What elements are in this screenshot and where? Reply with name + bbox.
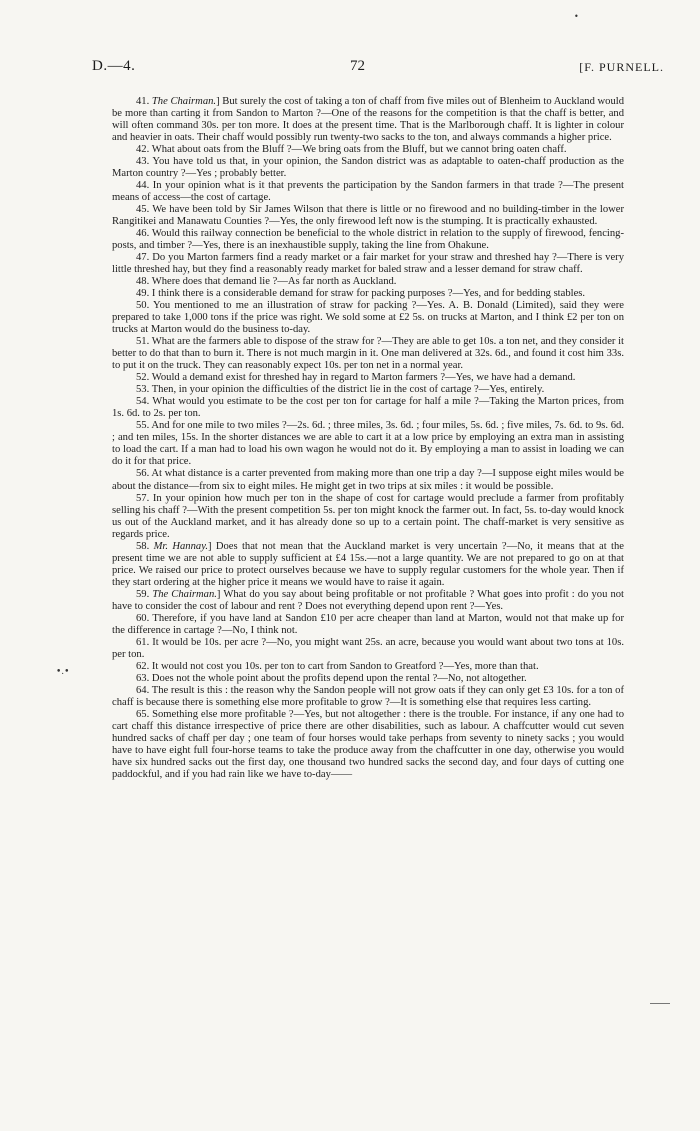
margin-dash <box>650 1003 670 1004</box>
paragraph-text: 64. The result is this : the reason why the Sandon people will not grow oats if they can only get £3 10s. for a ton of chaff is because there is something else more profitable to grow ?—It is something else that requires less carting. <box>112 684 624 708</box>
question-paragraph <box>112 468 624 492</box>
speaker-name: The Chairman. <box>152 588 217 600</box>
question-paragraph <box>112 709 624 781</box>
question-paragraph <box>112 589 624 613</box>
question-paragraph <box>112 396 624 420</box>
paragraph-text: 52. Would a demand exist for threshed hay in regard to Marton farmers ?—Yes, we have had a demand. <box>136 372 576 384</box>
paragraph-text: 62. It would not cost you 10s. per ton to cart from Sandon to Greatford ?—Yes, more than that. <box>136 660 539 672</box>
paragraph-text: 44. In your opinion what is it that prevents the participation by the Sandon farmers in that trade ?—The present means of access—the cost of cartage. <box>112 180 624 204</box>
question-paragraph <box>112 276 624 288</box>
paragraph-text: 57. In your opinion how much per ton in the shape of cost for cartage would preclude a farmer from profitably selling his chaff ?—With the present competition 5s. per ton might knock the farmer out. In fact, 5s. to-day would knock us out of the Auckland market, and it has already done so up to a certain point. The chaff-market is very sensitive as regards price. <box>112 492 624 540</box>
paragraph-text: 54. What would you estimate to be the cost per ton for cartage for half a mile ?—Taking the Marton prices, from 1s. 6d. to 2s. per ton. <box>112 396 624 420</box>
paragraph-text: ] But surely the cost of taking a ton of chaff from five miles out of Blenheim to Auckland would be more than carting it from Sandon to Marton ?—One of the reasons for the competition is that the chaff is better, and will often command 30s. per ton more. It does at the present time. That is the Marlborough chaff. It is lighter in colour and heavier in oats. Their chaff would possibly run twenty-two sacks to the ton, and always commands a higher price. <box>112 96 625 144</box>
paragraph-text: 55. And for one mile to two miles ?—2s. 6d. ; three miles, 3s. 6d. ; four miles, 5s. 6d. ; five miles, 7s. 6d. to 9s. 6d. ; and ten miles, 15s. In the shorter distances we are able to cart it at a low price by employing an extra man in assisting to load the cart. If a man had to load his own wagon he would not do it. By employing a man to assist in loading we can do it for that price. <box>112 420 624 468</box>
question-paragraph <box>112 180 624 204</box>
question-paragraph <box>112 637 624 661</box>
question-number: 58. <box>136 540 154 552</box>
paragraph-text: 42. What about oats from the Bluff ?—We bring oats from the Bluff, but we cannot bring oaten chaff. <box>136 144 567 156</box>
question-paragraph <box>112 685 624 709</box>
question-paragraph <box>112 673 624 685</box>
question-paragraph <box>112 541 624 589</box>
margin-mark: •.• <box>56 667 70 677</box>
speaker-name: The Chairman. <box>151 96 217 107</box>
paragraph-text: 65. Something else more profitable ?—Yes, but not altogether : there is the trouble. For instance, if any one had to cart chaff this distance irrespective of price there are other disabilities, such as labour. A chaffcutter would cut seven hundred sacks of chaff per day ; one team of four horses would take perhaps from seventy to ninety sacks ; you would have to have eight full four-horse teams to take the produce away from the chaffcutter in one day, otherwise you would have six hundred sacks out the first day, one thousand two hundred sacks the second day, and four days of cutting one paddockful, and if you had rain like we have to-day—— <box>112 708 624 780</box>
paragraph-text: 43. You have told us that, in your opinion, the Sandon district was as adaptable to oaten-chaff production as the Marton country ?—Yes ; probably better. <box>112 156 624 180</box>
stray-mark-top: • <box>574 12 579 21</box>
question-paragraph <box>112 613 624 637</box>
paragraph-text: 47. Do you Marton farmers find a ready market or a fair market for your straw and threshed hay ?—There is very little threshed hay, but they find a reasonably ready market for baled straw and a lesser demand for straw chaff. <box>112 252 624 276</box>
question-number: 59. <box>136 588 153 600</box>
question-paragraph <box>112 661 624 673</box>
question-paragraph <box>112 252 624 276</box>
paragraph-text: 48. Where does that demand lie ?—As far north as Auckland. <box>136 276 397 288</box>
question-paragraph <box>112 384 624 396</box>
question-paragraph <box>112 228 624 252</box>
paragraph-text: 49. I think there is a considerable demand for straw for packing purposes ?—Yes, and for bedding stables. <box>136 288 586 300</box>
testimony-body <box>112 96 624 781</box>
question-number: 41. <box>136 96 152 107</box>
question-paragraph <box>112 96 624 144</box>
question-paragraph <box>112 493 624 541</box>
paragraph-text: 63. Does not the whole point about the profits depend upon the rental ?—No, not altogether. <box>136 672 527 684</box>
paragraph-text: 60. Therefore, if you have land at Sandon £10 per acre cheaper than land at Marton, would not that make up for the difference in cartage ?—No, I think not. <box>112 612 624 636</box>
paragraph-text: 45. We have been told by Sir James Wilson that there is little or no firewood and no building-timber in the lower Rangitikei and Manawatu Counties ?—Yes, the only firewood left now is the stumping. It is practically exhausted. <box>112 204 624 228</box>
question-paragraph <box>112 420 624 468</box>
question-paragraph <box>112 204 624 228</box>
question-paragraph <box>112 144 624 156</box>
paragraph-text: 51. What are the farmers able to dispose of the straw for ?—They are able to get 10s. a ton net, and they consider it better to do that than to burn it. There is not much margin in it. One man delivered at 32s. 6d., and found it cost him 33s. to put it on the truck. They can reasonably expect 10s. per ton net in a normal year. <box>112 336 624 372</box>
paragraph-text: 53. Then, in your opinion the difficulties of the district lie in the cost of cartage ?—Yes, entirely. <box>136 384 545 396</box>
paragraph-text: 50. You mentioned to me an illustration of straw for packing ?—Yes. A. B. Donald (Limited), said they were prepared to take 1,000 tons if the price was right. We sold some at £2 5s. on trucks at Marton, and I think £2 per ton on trucks at Marton would do the business to-day. <box>112 300 624 336</box>
question-paragraph <box>112 336 624 372</box>
question-paragraph <box>112 156 624 180</box>
paragraph-text: ] What do you say about being profitable or not profitable ? What goes into profit : do you not have to consider the cost of labour and rent ? Does not everything depend upon rent ?—Yes. <box>112 588 624 612</box>
question-paragraph <box>112 288 624 300</box>
paragraph-text: 46. Would this railway connection be beneficial to the whole district in relation to the supply of firewood, fencing-posts, and timber ?—Yes, there is an inexhaustible supply, taking the line from Ohakune. <box>112 228 624 252</box>
speaker-name: Mr. Hannay. <box>153 540 208 552</box>
page-number: 72 <box>350 58 365 74</box>
page-header <box>92 58 664 78</box>
question-paragraph <box>112 372 624 384</box>
paragraph-text: ] Does that not mean that the Auckland market is very uncertain ?—No, it means that at the present time we are not able to supply sufficient at £4 15s.—not a large quantity. We are not prepared to go on at that price. We raised our price to protect ourselves because we have to supply regular customers for the whole year. Then if they start ordering at the higher price it means we would have to raise it again. <box>112 540 624 588</box>
paragraph-text: 56. At what distance is a carter prevented from making more than one trip a day ?—I suppose eight miles would be about the distance—from six to eight miles. He might get in two trips at six miles : it would be possible. <box>112 468 624 492</box>
question-paragraph <box>112 300 624 336</box>
witness-name: [F. PURNELL. <box>579 60 664 74</box>
document-code: D.—4. <box>92 58 136 74</box>
paragraph-text: 61. It would be 10s. per acre ?—No, you might want 25s. an acre, because you would want about two tons at 10s. per ton. <box>112 636 624 660</box>
